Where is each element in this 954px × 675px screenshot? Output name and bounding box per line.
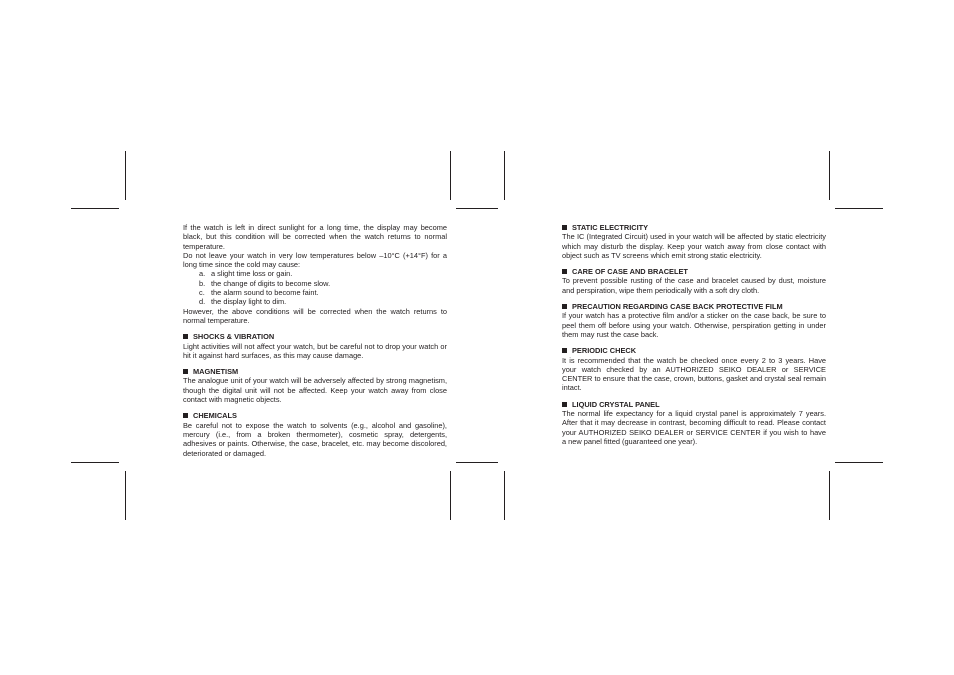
- section-body: The IC (Integrated Circuit) used in your watch will be affected by static electricity which may disturb the display. Keep your watch away from close contact with object such as TV screens which emit strong static electricity.: [562, 232, 826, 260]
- square-bullet-icon: [183, 369, 188, 374]
- section-heading: CARE OF CASE AND BRACELET: [562, 267, 826, 276]
- outro-text: However, the above conditions will be corrected when the watch returns to normal temperature.: [183, 306, 447, 325]
- section-heading: MAGNETISM: [183, 367, 447, 376]
- intro-sunlight: If the watch is left in direct sunlight for a long time, the display may become black, but this condition will be corrected when the watch returns to normal temperature.: [183, 223, 447, 251]
- section-heading: PERIODIC CHECK: [562, 346, 826, 355]
- section-body: The analogue unit of your watch will be adversely affected by strong magnetism, though the digital unit will not be affected. Keep your watch away from close contact with magnetic objects.: [183, 376, 447, 405]
- square-bullet-icon: [562, 402, 567, 407]
- section-body: If your watch has a protective film and/or a sticker on the case back, be sure to peel them off before using your watch. Otherwise, perspiration getting in under them may rust the case back.: [562, 311, 826, 339]
- square-bullet-icon: [562, 225, 567, 230]
- section-body: To prevent possible rusting of the case and bracelet caused by dust, moisture and perspiration, wipe them periodically with a soft dry cloth.: [562, 276, 826, 295]
- crop-mark: [504, 151, 505, 200]
- square-bullet-icon: [183, 413, 188, 418]
- section-heading: STATIC ELECTRICITY: [562, 223, 826, 232]
- right-page: [562, 216, 826, 446]
- crop-mark: [450, 471, 451, 520]
- crop-mark: [835, 208, 883, 209]
- section-body: Light activities will not affect your watch, but be careful not to drop your watch or hit it against hard surfaces, as this may cause damage.: [183, 341, 447, 360]
- list-item: b. the change of digits to become slow.: [199, 278, 331, 288]
- square-bullet-icon: [562, 304, 567, 309]
- section-body: It is recommended that the watch be checked once every 2 to 3 years. Have your watch checked by an AUTHORIZED SEIKO DEALER or SERVICE CENTER to ensure that the case, crown, buttons, gasket and crystal seal remain intact.: [562, 355, 826, 393]
- crop-mark: [456, 208, 498, 209]
- left-page: [183, 223, 447, 458]
- section-heading: LIQUID CRYSTAL PANEL: [562, 400, 826, 409]
- crop-mark: [125, 471, 126, 520]
- crop-mark: [829, 151, 830, 200]
- crop-mark: [829, 471, 830, 520]
- section-body: The normal life expectancy for a liquid crystal panel is approximately 7 years. After that it may decrease in contrast, becoming difficult to read. Please contact your AUTHORIZED SEIKO DEALER or SERVICE CENTER if you wish to have a new panel fitted (guaranteed one year).: [562, 409, 826, 446]
- section-body: Be careful not to expose the watch to solvents (e.g., alcohol and gasoline), mercury (i.e., from a broken thermometer), cosmetic spray, detergents, adhesives or paints. Otherwise, the case, bracelet, etc. may become discolored, deteriorated or damaged.: [183, 420, 447, 458]
- crop-mark: [450, 151, 451, 200]
- cold-effects-list: [183, 269, 447, 306]
- section-heading: PRECAUTION REGARDING CASE BACK PROTECTIVE FILM: [562, 302, 826, 311]
- list-item: c. the alarm sound to become faint.: [199, 288, 319, 298]
- section-heading: CHEMICALS: [183, 411, 447, 420]
- list-item: a. a slight time loss or gain.: [199, 269, 293, 279]
- crop-mark: [504, 471, 505, 520]
- crop-mark: [456, 462, 498, 463]
- crop-mark: [71, 208, 119, 209]
- square-bullet-icon: [562, 348, 567, 353]
- intro-cold: Do not leave your watch in very low temperatures below –10°C (+14°F) for a long time since the cold may cause:: [183, 250, 447, 270]
- crop-mark: [835, 462, 883, 463]
- square-bullet-icon: [562, 269, 567, 274]
- crop-mark: [71, 462, 119, 463]
- section-heading: SHOCKS & VIBRATION: [183, 332, 447, 341]
- list-item: d. the display light to dim.: [199, 297, 287, 307]
- crop-mark: [125, 151, 126, 200]
- square-bullet-icon: [183, 334, 188, 339]
